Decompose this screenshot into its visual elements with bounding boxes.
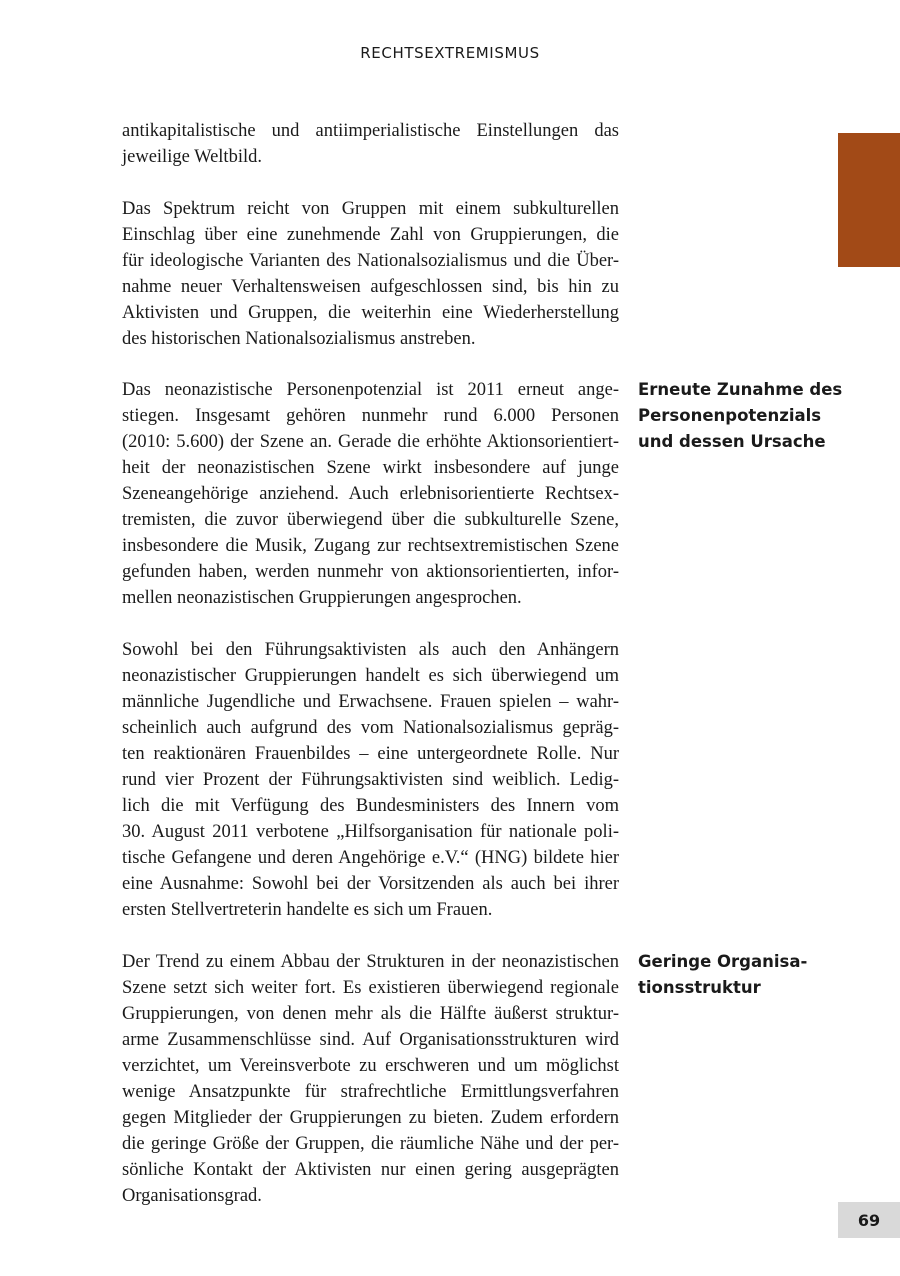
text-line: jeweilige Weltbild.: [122, 147, 262, 167]
paragraph: [122, 377, 619, 611]
text-line: Szeneangehörige anziehend. Auch erlebnisorientierte Rechtsex-: [122, 484, 619, 504]
text-line: nahme neuer Verhaltensweisen aufgeschlossen sind, bis hin zu: [122, 277, 619, 297]
text-line: insbesondere die Musik, Zugang zur rechtsextremistischen Szene: [122, 536, 619, 556]
marginal-note-line: Personenpotenzials: [638, 406, 822, 425]
marginal-note-line: Geringe Organisa-: [638, 952, 808, 971]
marginal-note-line: und dessen Ursache: [638, 432, 826, 451]
text-line: antikapitalistische und antiimperialistische Einstellungen das: [122, 121, 619, 141]
text-line: wenige Ansatzpunkte für strafrechtliche Ermittlungsverfahren: [122, 1082, 619, 1102]
text-line: ten reaktionären Frauenbildes – eine untergeordnete Rolle. Nur: [122, 744, 619, 764]
text-line: Das neonazistische Personenpotenzial ist 2011 erneut ange-: [122, 380, 619, 400]
text-line: scheinlich auch aufgrund des vom Nationalsozialismus gepräg-: [122, 718, 619, 738]
text-line: Einschlag über eine zunehmende Zahl von Gruppierungen, die: [122, 225, 619, 245]
text-line: arme Zusammenschlüsse sind. Auf Organisationsstrukturen wird: [122, 1030, 619, 1050]
text-line: Sowohl bei den Führungsaktivisten als auch den Anhängern: [122, 640, 619, 660]
text-line: stiegen. Insgesamt gehören nunmehr rund 6.000 Personen: [122, 406, 619, 426]
text-line: 30. August 2011 verbotene „Hilfsorganisation für nationale poli-: [122, 822, 619, 842]
text-line: lich die mit Verfügung des Bundesministers des Innern vom: [122, 796, 619, 816]
text-line: verzichtet, um Vereinsverbote zu erschweren und um möglichst: [122, 1056, 619, 1076]
text-line: neonazistischer Gruppierungen handelt es sich überwiegend um: [122, 666, 619, 686]
text-line: sönliche Kontakt der Aktivisten nur einen gering ausgeprägten: [122, 1160, 619, 1180]
text-line: Aktivisten und Gruppen, die weiterhin eine Wiederherstellung: [122, 303, 619, 323]
marginal-note-line: tionsstruktur: [638, 978, 761, 997]
chapter-tab-marker: [838, 133, 900, 267]
text-line: Gruppierungen, von denen mehr als die Hälfte äußerst struktur-: [122, 1004, 619, 1024]
paragraph: [122, 949, 619, 1209]
text-line: gegen Mitglieder der Gruppierungen zu bieten. Zudem erfordern: [122, 1108, 619, 1128]
text-line: des historischen Nationalsozialismus anstreben.: [122, 329, 476, 349]
marginal-note: [638, 949, 838, 1001]
text-line: Organisationsgrad.: [122, 1186, 262, 1206]
text-line: Szene setzt sich weiter fort. Es existieren überwiegend regionale: [122, 978, 619, 998]
text-line: gefunden haben, werden nunmehr von aktionsorientierten, infor-: [122, 562, 619, 582]
marginal-note-line: Erneute Zunahme des: [638, 380, 843, 399]
text-line: heit der neonazistischen Szene wirkt insbesondere auf junge: [122, 458, 619, 478]
paragraph: [122, 637, 619, 923]
text-line: (2010: 5.600) der Szene an. Gerade die erhöhte Aktionsorientiert-: [122, 432, 619, 452]
paragraph: [122, 196, 619, 352]
running-title: RECHTSEXTREMISMUS: [360, 44, 540, 62]
marginal-note: [638, 377, 843, 455]
text-line: tremisten, die zuvor überwiegend über die subkulturelle Szene,: [122, 510, 619, 530]
text-line: eine Ausnahme: Sowohl bei der Vorsitzenden als auch bei ihrer: [122, 874, 619, 894]
text-line: Der Trend zu einem Abbau der Strukturen in der neonazistischen: [122, 952, 619, 972]
paragraph: [122, 118, 619, 170]
text-line: männliche Jugendliche und Erwachsene. Frauen spielen – wahr-: [122, 692, 619, 712]
text-line: Das Spektrum reicht von Gruppen mit einem subkulturellen: [122, 199, 619, 219]
text-line: für ideologische Varianten des Nationalsozialismus und die Über-: [122, 251, 619, 271]
text-line: die geringe Größe der Gruppen, die räumliche Nähe und der per-: [122, 1134, 619, 1154]
text-line: ersten Stellvertreterin handelte es sich um Frauen.: [122, 900, 493, 920]
text-line: mellen neonazistischen Gruppierungen angesprochen.: [122, 588, 522, 608]
text-line: tische Gefangene und deren Angehörige e.V.“ (HNG) bildete hier: [122, 848, 619, 868]
page-number: 69: [838, 1202, 900, 1238]
text-line: rund vier Prozent der Führungsaktivisten sind weiblich. Ledig-: [122, 770, 619, 790]
